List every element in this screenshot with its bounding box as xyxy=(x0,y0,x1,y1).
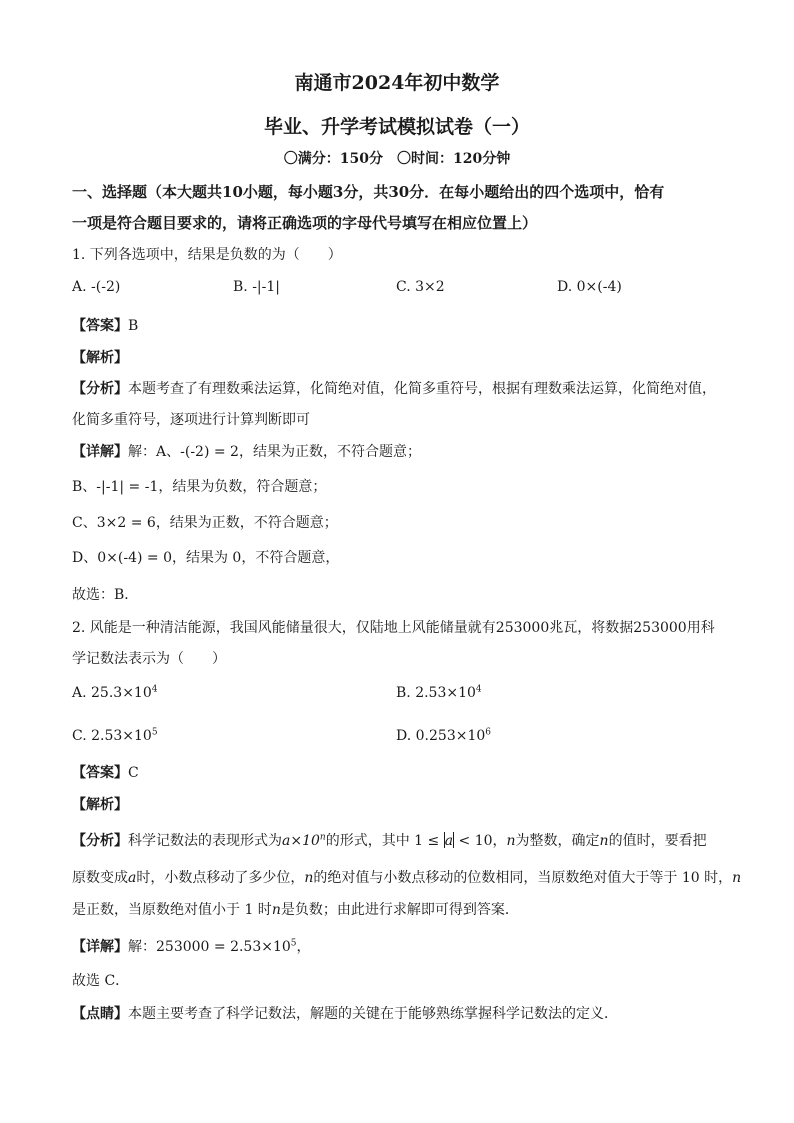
q1-option-a-label: A. xyxy=(72,279,87,295)
q1-option-a xyxy=(72,279,120,295)
q1-detail-b-pre: B、 xyxy=(72,479,97,495)
q1-detail-b-post: ，结果为负数，符合题意； xyxy=(158,479,327,495)
section-heading-line1: 一、选择题（本大题共10小题，每小题3分，共30分．在每小题给出的四个选项中，恰有 xyxy=(72,183,665,201)
q2-point-tag: 【点睛】 xyxy=(72,1006,128,1022)
q2-option-a-base: 25.3×10 xyxy=(91,685,152,701)
q1-detail-c xyxy=(72,512,338,532)
q2-fenxi-2e: n xyxy=(732,870,742,886)
q2-fenxi-1i: 为整数，确定 xyxy=(515,833,600,849)
q2-stem-line1: 2. 风能是一种清洁能源，我国风能储量很大，仅陆地上风能储量就有253000兆瓦，将数据253000用科 xyxy=(72,620,715,636)
q2-choose: 故选 C． xyxy=(72,973,130,989)
q2-fenxi-1b: a×10 xyxy=(282,833,320,849)
q2-option-b-label: B. xyxy=(396,685,411,701)
q2-option-b-exp: 4 xyxy=(475,684,482,695)
q1-option-d xyxy=(557,279,622,295)
q1-option-b-expr: -|-1| xyxy=(252,279,281,295)
q2-option-a-exp: 4 xyxy=(151,684,158,695)
q2-detail-expr: 253000 = 2.53×10 xyxy=(156,939,291,955)
q2-option-b xyxy=(396,685,482,701)
q1-detail-d-expr: 0×(-4) = 0 xyxy=(97,550,172,566)
q1-detail-a xyxy=(72,441,421,461)
q2-fenxi-2c: n xyxy=(304,870,314,886)
q2-detail xyxy=(72,936,311,956)
q1-answer-value: B xyxy=(128,318,139,334)
q2-fenxi-1a: 科学记数法的表现形式为 xyxy=(128,833,282,849)
q2-fenxi-3c: 是负数；由此进行求解即可得到答案． xyxy=(280,902,519,918)
q2-point xyxy=(72,1003,618,1023)
section-heading-line2: 一项是符合题目要求的，请将正确选项的字母代号填写在相应位置上） xyxy=(72,214,538,232)
q2-answer xyxy=(72,762,139,782)
page-title: 南通市2024年初中数学 xyxy=(294,72,500,94)
q1-detail-d xyxy=(72,547,339,567)
q1-detail-a-pre: 解：A、 xyxy=(128,444,181,460)
q1-detail-c-post: ，结果为正数，不符合题意； xyxy=(155,515,338,531)
q2-option-c-exp: 5 xyxy=(151,727,158,738)
q2-fenxi-3b: n xyxy=(271,902,281,918)
q2-fenxi-1f: < 10 xyxy=(458,833,493,849)
q2-fenxi-2a: a xyxy=(128,870,137,886)
q2-option-c-label: C. xyxy=(72,728,87,744)
page-subtitle: 毕业、升学考试模拟试卷（一） xyxy=(263,116,530,138)
q1-option-c-label: C. xyxy=(396,279,411,295)
exam-meta: 〇满分：150分 〇时间：120分钟 xyxy=(283,151,511,167)
q2-option-d-base: 0.253×10 xyxy=(415,728,486,744)
q2-fenxi-2: 原数变成 xyxy=(72,870,128,886)
q2-fenxi-line1 xyxy=(72,830,707,850)
q1-analysis-tag: 【解析】 xyxy=(72,350,128,366)
q1-stem: 1. 下列各选项中，结果是负数的为（ ） xyxy=(72,247,342,263)
q2-detail-exp: 5 xyxy=(290,938,297,949)
q2-fenxi-2b: 时，小数点移动了多少位， xyxy=(136,870,305,886)
q2-option-d-label: D. xyxy=(396,728,412,744)
q1-detail-d-post: ，结果为 0，不符合题意， xyxy=(171,550,340,566)
q1-detail-d-pre: D、 xyxy=(72,550,98,566)
q2-fenxi-2d: 的绝对值与小数点移动的位数相同，当原数绝对值大于等于 10 时， xyxy=(313,870,733,886)
q2-stem-line2: 学记数法表示为（ ） xyxy=(72,651,226,667)
q2-fenxi-line2 xyxy=(72,867,741,887)
q1-choose: 故选：B． xyxy=(72,587,139,603)
q2-fenxi-1h: n xyxy=(506,833,516,849)
q1-detail-b-expr: -|-1| = -1 xyxy=(96,479,159,495)
q2-fenxi-1k: 的值时，要看把 xyxy=(608,833,707,849)
q2-option-d xyxy=(396,728,491,744)
q2-option-c-base: 2.53×10 xyxy=(91,728,152,744)
q1-fenxi-line1 xyxy=(72,378,716,398)
q2-option-a-label: A. xyxy=(72,685,87,701)
q2-answer-value: C xyxy=(128,765,139,781)
q2-option-a xyxy=(72,685,157,701)
q2-analysis-tag: 【解析】 xyxy=(72,797,128,813)
q1-option-d-expr: 0×(-4) xyxy=(576,279,622,295)
q1-fenxi-line2: 化简多重符号，逐项进行计算判断即可 xyxy=(72,412,310,428)
q1-detail-a-post: ，结果为正数，不符合题意； xyxy=(238,444,421,460)
q2-fenxi-1b-exp: n xyxy=(319,832,326,843)
q2-detail-pre: 解： xyxy=(128,939,156,955)
q2-fenxi-3a: 是正数，当原数绝对值小于 1 时 xyxy=(72,902,272,918)
q2-fenxi-tag: 【分析】 xyxy=(72,833,128,849)
q2-answer-tag: 【答案】 xyxy=(72,765,128,781)
q2-option-d-exp: 6 xyxy=(485,727,491,738)
q1-detail-b xyxy=(72,476,326,496)
q1-option-d-label: D. xyxy=(557,279,573,295)
q1-fenxi-text1: 本题考查了有理数乘法运算，化简绝对值，化简多重符号，根据有理数乘法运算，化简绝对值， xyxy=(128,381,716,397)
q1-detail-tag: 【详解】 xyxy=(72,444,128,460)
q1-detail-a-expr: -(-2) = 2 xyxy=(180,444,239,460)
q1-detail-c-pre: C、 xyxy=(72,515,97,531)
q1-answer xyxy=(72,315,138,335)
q2-fenxi-1e: a xyxy=(444,833,454,849)
q2-detail-post: ， xyxy=(296,939,311,955)
q1-option-a-expr: -(-2) xyxy=(91,279,121,295)
q2-fenxi-1d: 1 ≤ xyxy=(414,833,440,849)
q1-answer-tag: 【答案】 xyxy=(72,318,128,334)
q1-detail-c-expr: 3×2 = 6 xyxy=(96,515,156,531)
abs-bar-right xyxy=(453,832,454,848)
q1-option-b-label: B. xyxy=(233,279,248,295)
q2-point-text: 本题主要考查了科学记数法，解题的关键在于能够熟练掌握科学记数法的定义． xyxy=(128,1006,618,1022)
q1-option-c xyxy=(396,279,445,295)
q2-fenxi-1g: ， xyxy=(492,833,507,849)
q2-fenxi-1j: n xyxy=(599,833,609,849)
q2-fenxi-line3 xyxy=(72,899,519,919)
q2-option-c xyxy=(72,728,158,744)
q2-option-b-base: 2.53×10 xyxy=(415,685,476,701)
q1-option-c-expr: 3×2 xyxy=(415,279,445,295)
q2-detail-tag: 【详解】 xyxy=(72,939,128,955)
q1-option-b xyxy=(233,279,280,295)
q2-fenxi-1c: 的形式，其中 xyxy=(325,833,410,849)
q1-fenxi-tag: 【分析】 xyxy=(72,381,128,397)
